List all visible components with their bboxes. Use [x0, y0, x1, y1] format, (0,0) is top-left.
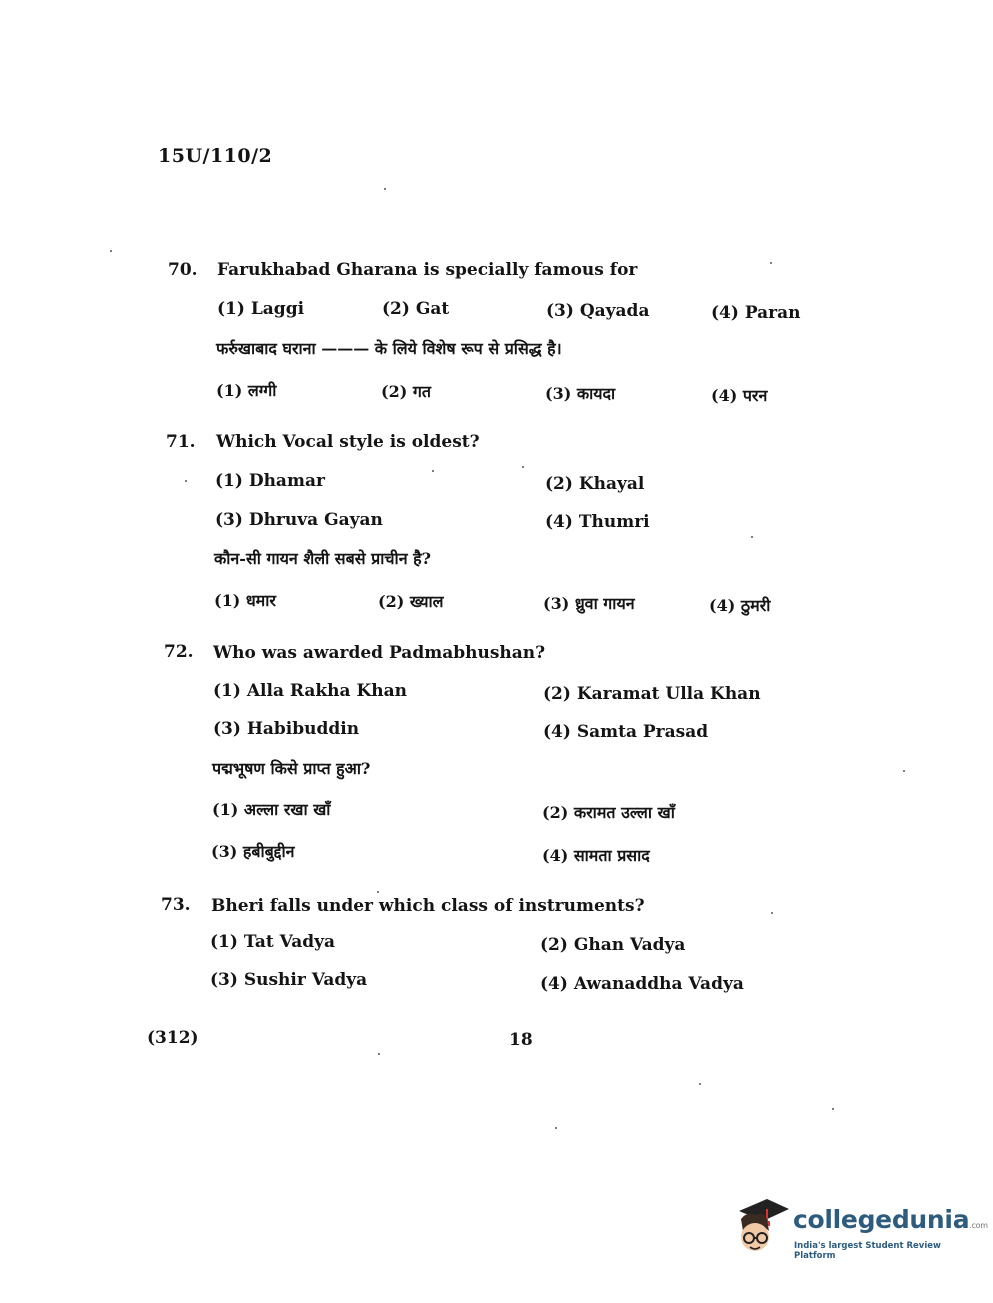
- option-4-hi: (4) सामता प्रसाद: [542, 846, 650, 865]
- option-1-en: (1) Alla Rakha Khan: [213, 681, 407, 701]
- option-4-hi: (4) ठुमरी: [709, 596, 771, 615]
- question-number: 72.: [164, 642, 194, 662]
- option-1-en: (1) Dhamar: [215, 471, 325, 491]
- logo-wordmark: collegedunia.com: [793, 1205, 988, 1234]
- option-2-hi: (2) ख्याल: [378, 592, 444, 611]
- option-1-en: (1) Laggi: [217, 299, 305, 319]
- option-1-hi: (1) लग्गी: [216, 381, 277, 400]
- page-number: 18: [509, 1030, 533, 1050]
- logo-tagline: India's largest Student Review Platform: [794, 1241, 941, 1261]
- option-1-en: (1) Tat Vadya: [210, 932, 336, 952]
- question-text-en: Which Vocal style is oldest?: [216, 432, 480, 452]
- option-2-hi: (2) करामत उल्ला खाँ: [542, 803, 675, 822]
- option-4-en: (4) Awanaddha Vadya: [540, 974, 744, 994]
- question-number: 70.: [168, 260, 198, 280]
- question-number: 71.: [166, 432, 196, 452]
- option-3-en: (3) Habibuddin: [213, 719, 360, 739]
- option-3-hi: (3) कायदा: [545, 384, 616, 403]
- option-2-en: (2) Gat: [382, 299, 450, 319]
- option-1-hi: (1) धमार: [214, 591, 276, 610]
- question-text-hi: पद्मभूषण किसे प्राप्त हुआ?: [212, 759, 371, 778]
- option-2-en: (2) Khayal: [545, 474, 645, 494]
- option-4-en: (4) Thumri: [545, 512, 650, 532]
- option-4-en: (4) Samta Prasad: [543, 722, 709, 742]
- option-3-hi: (3) हबीबुद्दीन: [211, 842, 295, 861]
- question-text-hi: फर्रुखाबाद घराना ——— के लिये विशेष रूप से प्रसिद्ध है।: [216, 339, 562, 358]
- option-3-hi: (3) ध्रुवा गायन: [543, 594, 635, 613]
- paper-code: 15U/110/2: [158, 145, 273, 167]
- option-3-en: (3) Dhruva Gayan: [215, 510, 383, 530]
- question-text-en: Who was awarded Padmabhushan?: [213, 643, 546, 663]
- question-text-hi: कौन-सी गायन शैली सबसे प्राचीन है?: [214, 549, 432, 568]
- question-text-en: Bheri falls under which class of instruments?: [211, 896, 645, 916]
- student-mascot-icon: [733, 1197, 793, 1259]
- option-3-en: (3) Sushir Vadya: [210, 970, 368, 990]
- option-4-en: (4) Paran: [711, 303, 801, 323]
- option-2-hi: (2) गत: [381, 382, 431, 401]
- option-1-hi: (1) अल्ला रखा खाँ: [212, 800, 331, 819]
- question-number: 73.: [161, 895, 191, 915]
- footer-code: (312): [147, 1028, 199, 1048]
- question-text-en: Farukhabad Gharana is specially famous for: [217, 260, 638, 280]
- option-2-en: (2) Karamat Ulla Khan: [543, 684, 761, 704]
- option-3-en: (3) Qayada: [546, 301, 650, 321]
- collegedunia-logo: [733, 1195, 988, 1267]
- option-4-hi: (4) परन: [711, 386, 768, 405]
- option-2-en: (2) Ghan Vadya: [540, 935, 686, 955]
